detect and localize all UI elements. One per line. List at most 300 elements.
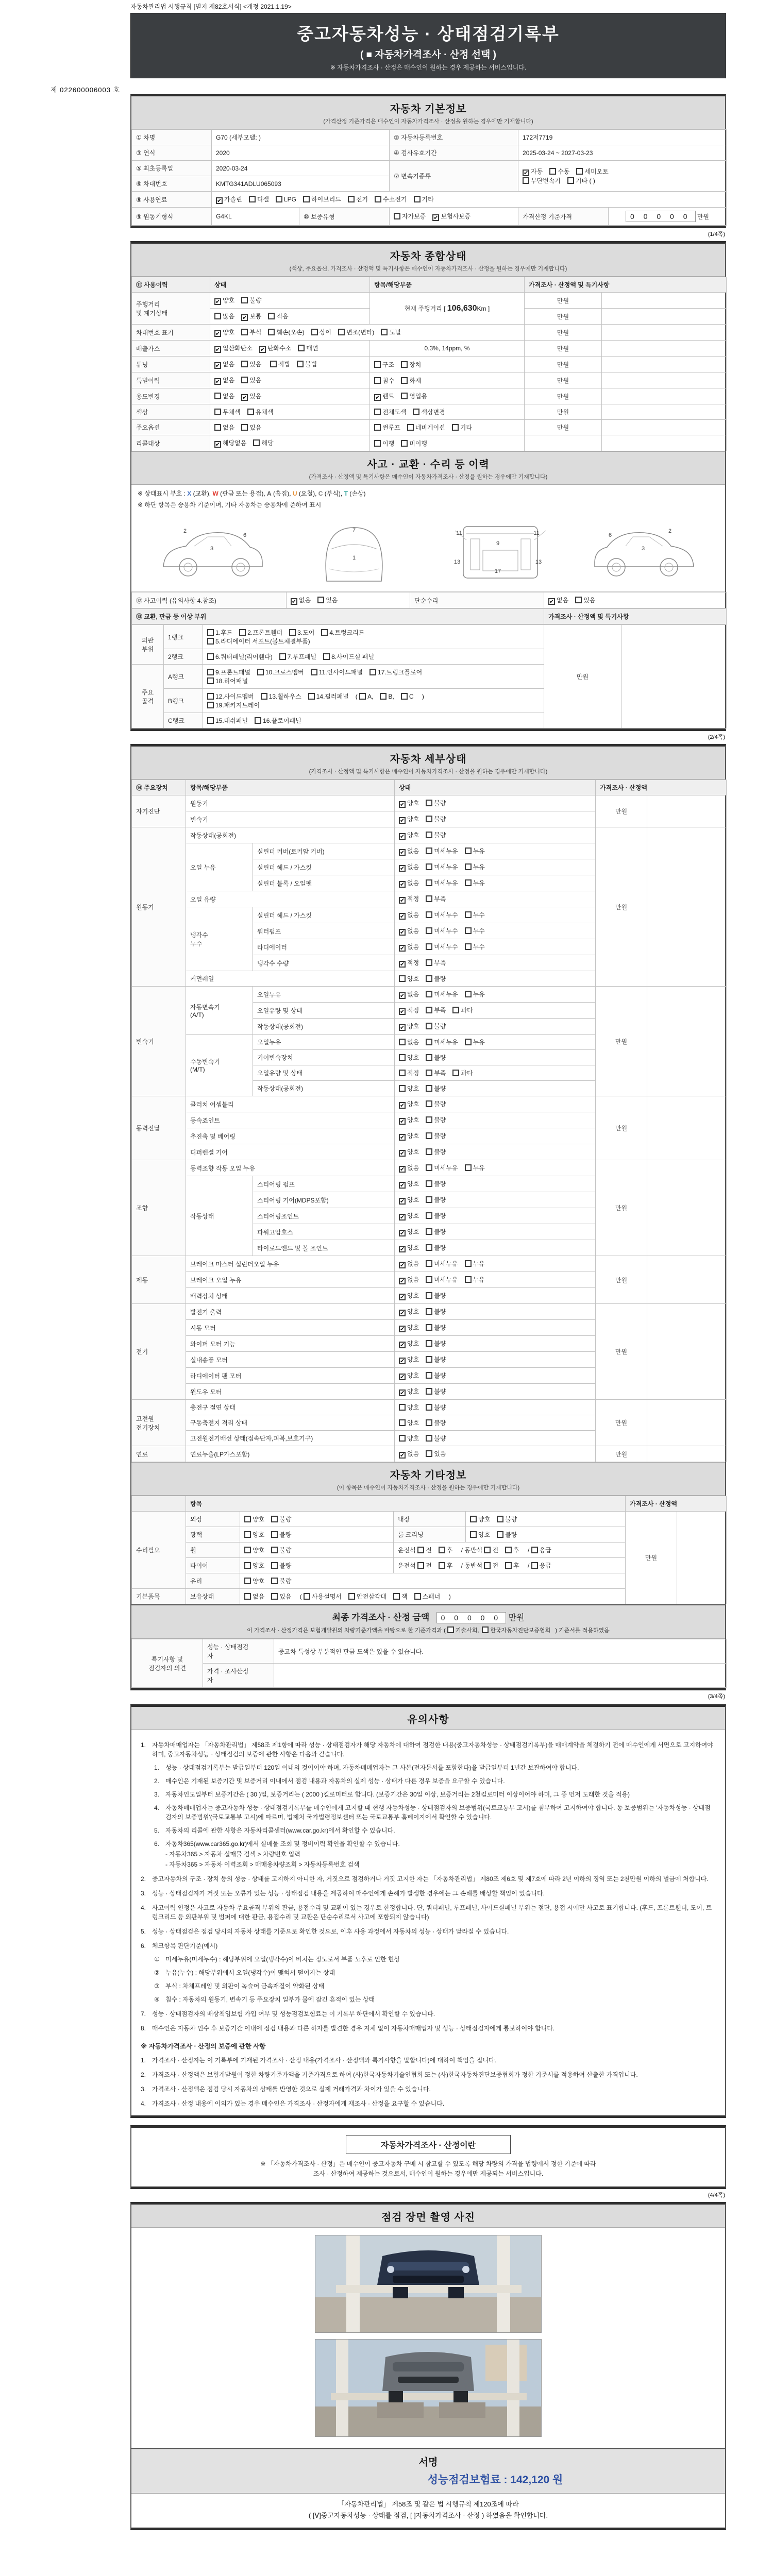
cell: 만원 bbox=[525, 404, 602, 420]
cell: 동력조향 작동 오일 누유 bbox=[186, 1160, 395, 1176]
option: 양호 bbox=[244, 1530, 264, 1539]
cell bbox=[395, 1320, 596, 1336]
cell: 주행거리 및 계기상태 bbox=[132, 293, 210, 325]
cell: 디퍼렌셜 기어 bbox=[186, 1144, 395, 1160]
final-price-note bbox=[131, 1626, 725, 1634]
option: 양호 bbox=[470, 1515, 490, 1523]
svg-text:9: 9 bbox=[496, 540, 499, 547]
cell bbox=[240, 1589, 626, 1604]
text-segment: (부식), bbox=[323, 490, 344, 497]
cell: 만원 bbox=[596, 987, 647, 1096]
cell: 휠 bbox=[186, 1543, 240, 1558]
notices-box bbox=[130, 1704, 726, 2118]
checkbox-icon bbox=[399, 1039, 406, 1045]
option: 불량 bbox=[426, 1227, 446, 1236]
checkbox-icon bbox=[426, 1324, 432, 1331]
text-segment: ※ 상태표시 부호 : bbox=[138, 490, 188, 497]
checkbox-icon bbox=[214, 393, 221, 399]
checkbox-icon bbox=[426, 1292, 432, 1299]
notice-number: ④ bbox=[154, 1996, 160, 2003]
option: 없음 bbox=[244, 1592, 264, 1601]
checkbox-icon bbox=[426, 1450, 432, 1457]
cell bbox=[647, 1400, 727, 1446]
option: 과다 bbox=[452, 1069, 473, 1077]
cell: 커먼레일 bbox=[186, 971, 395, 987]
checkbox-icon bbox=[426, 832, 432, 838]
cell bbox=[395, 939, 596, 955]
checkbox-icon bbox=[244, 1516, 251, 1522]
notice-text: 성능 · 상태점검자가 거짓 또는 오류가 있는 성능 · 상태점검 내용을 제공하여 매수인에게 손해가 발생한 경우에는 그 손해를 배상할 책임이 있습니다. bbox=[152, 1890, 545, 1897]
option: 17.트렁크플로어 bbox=[369, 668, 422, 676]
confirmation-line2: ( [Ⅴ]중고자동차성능 · 상태를 점검, [ ]자동차가격조사 · 산정 ) 하였음을 확인합니다. bbox=[308, 2512, 548, 2520]
cell: ⑨ 원동기형식 bbox=[132, 208, 212, 226]
checkbox-icon bbox=[426, 1164, 432, 1171]
checkbox-icon bbox=[257, 669, 264, 675]
option: 미세누유 bbox=[426, 846, 458, 855]
option: ✔ 보통 bbox=[242, 313, 262, 321]
cell: ⑥ 차대번호 bbox=[132, 176, 212, 192]
cell bbox=[370, 435, 525, 451]
cell: 수동변속기 (M/T) bbox=[186, 1035, 253, 1096]
cell: 타이로드엔드 및 볼 조인트 bbox=[253, 1240, 395, 1256]
notices-title: 유의사항 bbox=[407, 1714, 449, 1725]
option: 미세누유 bbox=[426, 990, 458, 998]
checkbox-icon bbox=[261, 693, 267, 700]
notices-body bbox=[131, 1730, 725, 2115]
cell bbox=[210, 420, 370, 435]
checkbox-icon bbox=[576, 168, 583, 175]
other-note: (이 항목은 매수인이 자동차가격조사 · 산정을 원하는 경우에만 기재합니다) bbox=[337, 1485, 520, 1491]
cell bbox=[395, 907, 596, 923]
option: 누수 bbox=[465, 942, 485, 951]
cell bbox=[647, 1304, 727, 1400]
cell: 만원 bbox=[596, 1446, 647, 1462]
checkbox-icon bbox=[413, 409, 419, 415]
cell: B랭크 bbox=[164, 689, 203, 713]
cell: 가격조사 · 산정액 bbox=[596, 780, 727, 795]
cell bbox=[394, 1558, 626, 1573]
text-segment: ( bbox=[298, 1593, 304, 1600]
checkbox-icon: ✔ bbox=[215, 363, 221, 369]
checkbox-icon bbox=[207, 669, 214, 675]
cell: 수리필요 bbox=[132, 1512, 186, 1589]
checkbox-icon bbox=[465, 991, 472, 997]
cell bbox=[602, 357, 727, 372]
cell: 만원 bbox=[626, 1512, 677, 1604]
option: 불량 bbox=[426, 1211, 446, 1220]
option: ✔ 적정 bbox=[400, 959, 419, 968]
checkbox-icon bbox=[575, 597, 582, 603]
checkbox-icon bbox=[369, 669, 376, 675]
cell: 주요 골격 bbox=[132, 665, 164, 728]
page-note: ※ 자동차가격조사 · 산정은 매수인이 원하는 경우 제공하는 서비스입니다. bbox=[330, 64, 527, 71]
cell: 유리 bbox=[186, 1573, 240, 1589]
checkbox-icon bbox=[505, 1547, 512, 1553]
checkbox-icon bbox=[426, 1372, 432, 1379]
checkbox-icon bbox=[505, 1562, 512, 1569]
option: 후 bbox=[505, 1561, 519, 1570]
cell: 실린더 헤드 / 가스킷 bbox=[253, 859, 395, 875]
checkbox-icon bbox=[399, 1054, 406, 1061]
cell bbox=[395, 1035, 596, 1050]
option: 침수 bbox=[374, 376, 394, 385]
option: ✔ 양호 bbox=[400, 1340, 419, 1348]
checkbox-icon bbox=[531, 1547, 538, 1553]
notice-item bbox=[154, 1826, 716, 1835]
checkbox-icon bbox=[270, 361, 277, 367]
checkbox-icon bbox=[426, 848, 432, 854]
notice-text: 자동차의 리콜에 관한 사항은 자동차리콜센터(www.car.go.kr)에서 확인할 수 있습니다. bbox=[165, 1827, 395, 1834]
basic-info-note: (가격산정 기준가격은 매수인이 자동차가격조사 · 산정을 원하는 경우에만 기재합니다) bbox=[323, 118, 533, 125]
option: 미세누유 bbox=[426, 862, 458, 871]
option: 영업용 bbox=[401, 392, 427, 400]
notice-text: 체크항목 판단기준(예시) bbox=[152, 1942, 218, 1950]
page-mark-2: (2/4쪽) bbox=[708, 734, 725, 740]
option: ✔ 양호 bbox=[400, 1180, 419, 1189]
notice-text: 누유(누수) : 해당부위에서 오일(냉각수)이 맺혀서 떨어지는 상태 bbox=[165, 1969, 335, 1976]
cell bbox=[525, 435, 602, 451]
checkbox-icon bbox=[465, 927, 472, 934]
option: 불량 bbox=[271, 1546, 291, 1554]
option: 양호 bbox=[470, 1530, 490, 1539]
checkbox-icon bbox=[426, 1023, 432, 1029]
cell: 2020 bbox=[212, 145, 390, 161]
basic-info-table bbox=[131, 129, 727, 226]
option: 불량 bbox=[426, 1339, 446, 1348]
cell bbox=[395, 875, 596, 891]
option: ✔ 없음 bbox=[400, 879, 419, 888]
cell: 동력전달 bbox=[132, 1096, 186, 1160]
cell bbox=[647, 1160, 727, 1256]
checkbox-icon: ✔ bbox=[400, 1182, 405, 1189]
cell: 가격조사 · 산정액 및 특기사항 bbox=[525, 277, 727, 293]
checkbox-icon: ✔ bbox=[400, 818, 405, 824]
option: 불량 bbox=[426, 1147, 446, 1156]
checkbox-icon bbox=[426, 1308, 432, 1315]
cell: 추진축 및 베어링 bbox=[186, 1128, 395, 1144]
checkbox-icon bbox=[426, 1132, 432, 1139]
cell: ③ 연식 bbox=[132, 145, 212, 161]
checkbox-icon bbox=[399, 975, 406, 982]
cell: 만원 bbox=[544, 625, 621, 728]
option: ✔ 보험사보증 bbox=[433, 213, 471, 221]
checkbox-icon bbox=[465, 911, 472, 918]
option: 있음 bbox=[241, 376, 261, 384]
cell bbox=[395, 1081, 596, 1096]
car-diagram-side-left bbox=[158, 519, 267, 584]
cell: 작동상태(공회전) bbox=[253, 1081, 395, 1096]
text-segment: A bbox=[267, 490, 272, 497]
notice-text: 매수인은 기재된 보증기간 및 보증거리 이내에서 점검 내용과 자동차의 실제 성능 · 상태가 다른 경우 보증을 요구할 수 있습니다. bbox=[165, 1777, 505, 1785]
checkbox-icon bbox=[401, 377, 408, 384]
svg-text:6: 6 bbox=[243, 532, 246, 538]
cell: 실린더 헤드 / 가스킷 bbox=[253, 907, 395, 923]
checkbox-icon: ✔ bbox=[400, 897, 405, 904]
option: ✔ 자동 bbox=[524, 168, 543, 176]
checkbox-icon bbox=[399, 1435, 406, 1442]
checkbox-icon bbox=[303, 196, 310, 202]
option: ✔ 없음 bbox=[549, 597, 569, 605]
checkbox-icon: ✔ bbox=[400, 1452, 405, 1459]
cell: 만원 bbox=[596, 1096, 647, 1160]
checkbox-icon bbox=[465, 943, 472, 950]
checkbox-icon bbox=[271, 1531, 278, 1538]
option: 불량 bbox=[426, 1418, 446, 1427]
cell bbox=[395, 1019, 596, 1035]
cell: 연료누출(LP가스포함) bbox=[186, 1446, 395, 1462]
cell: 조향 bbox=[132, 1160, 186, 1256]
option: 3.도어 bbox=[289, 628, 314, 637]
notice-number: 1. bbox=[154, 1764, 160, 1771]
exchange-header-row bbox=[131, 608, 727, 624]
cell: 고전원 전기장치 bbox=[132, 1400, 186, 1446]
cell: 광택 bbox=[186, 1527, 240, 1543]
checkbox-icon bbox=[241, 361, 248, 367]
option: 불량 bbox=[426, 1355, 446, 1364]
accident-history-row bbox=[131, 592, 727, 608]
cell bbox=[395, 1272, 596, 1288]
checkbox-icon bbox=[426, 1276, 432, 1283]
checkbox-icon: ✔ bbox=[400, 1118, 405, 1125]
option: 양호 bbox=[399, 1434, 419, 1443]
cell bbox=[370, 357, 525, 372]
state-code-legend-line1 bbox=[138, 489, 719, 498]
regulation-line: 자동차관리법 시행규칙 [별지 제82호서식] <개정 2021.1.19> bbox=[130, 3, 292, 10]
cell bbox=[395, 1256, 596, 1272]
option: 색상변경 bbox=[413, 408, 445, 416]
detail-note: (가격조사 · 산정액 및 특기사항은 매수인이 자동차가격조사 · 산정을 원하는 경우에만 기재합니다) bbox=[309, 769, 548, 775]
cell: 내장 bbox=[394, 1512, 466, 1527]
checkbox-icon bbox=[426, 1070, 432, 1076]
text-segment: / bbox=[526, 1547, 531, 1554]
basic-info-box bbox=[130, 94, 726, 228]
option: 미세누수 bbox=[426, 942, 458, 951]
cell: 라디에이터 bbox=[253, 939, 395, 955]
checkbox-icon: ✔ bbox=[400, 913, 405, 920]
checkbox-icon bbox=[465, 1260, 472, 1267]
checkbox-icon: ✔ bbox=[400, 1310, 405, 1316]
option: 10.크로스멤버 bbox=[257, 668, 304, 676]
checkbox-icon bbox=[244, 1531, 251, 1538]
cell: 전기 bbox=[132, 1304, 186, 1400]
cell: 만원 bbox=[525, 309, 602, 325]
svg-text:13: 13 bbox=[453, 559, 460, 565]
option: 상이 bbox=[311, 328, 331, 336]
option: 기술사회, bbox=[447, 1626, 479, 1634]
cell: 윈도우 모터 bbox=[186, 1384, 395, 1400]
option: 해당 bbox=[253, 438, 273, 447]
checkbox-icon bbox=[426, 863, 432, 870]
option: 적법 bbox=[270, 360, 290, 368]
comprehensive-band bbox=[131, 244, 725, 277]
checkbox-icon bbox=[426, 1007, 432, 1013]
notice-number: ③ bbox=[154, 1982, 160, 1990]
checkbox-icon bbox=[276, 196, 282, 202]
signature-band bbox=[131, 2448, 725, 2494]
cell bbox=[210, 388, 370, 404]
cell bbox=[240, 1527, 394, 1543]
option: 양호 bbox=[399, 1053, 419, 1062]
option: 매연 bbox=[298, 344, 318, 352]
option: 미세누유 bbox=[426, 1275, 458, 1284]
option: ✔ 가솔린 bbox=[217, 196, 242, 204]
option: 누유 bbox=[465, 1038, 485, 1046]
option: 누수 bbox=[465, 926, 485, 935]
cell: 172저7719 bbox=[518, 130, 727, 145]
checkbox-icon: ✔ bbox=[549, 599, 554, 605]
cell: 2025-03-24 ~ 2027-03-23 bbox=[518, 145, 727, 161]
cell: G70 (세부모델: ) bbox=[212, 130, 390, 145]
cell: 기본품목 bbox=[132, 1589, 186, 1604]
checkbox-icon: ✔ bbox=[242, 395, 247, 401]
option: 응급 bbox=[531, 1561, 551, 1570]
cell bbox=[395, 1208, 596, 1224]
checkbox-icon: ✔ bbox=[400, 1246, 405, 1252]
option: 전기 bbox=[348, 195, 368, 204]
cell: 특기사항 및 점검자의 의견 bbox=[132, 1639, 203, 1688]
text-segment: 이 가격조사 · 산정가격은 보험개발원의 차량기준가액을 바탕으로 한 기준가격과 ( bbox=[247, 1628, 447, 1634]
cell bbox=[395, 1224, 596, 1240]
checkbox-icon bbox=[207, 638, 214, 645]
checkbox-icon bbox=[308, 693, 315, 700]
option: ✔ 양호 bbox=[400, 1228, 419, 1236]
cell: 항목/해당부품 bbox=[370, 277, 525, 293]
cell: 냉각수 누수 bbox=[186, 907, 253, 971]
svg-text:17: 17 bbox=[494, 568, 501, 574]
checkbox-icon: ✔ bbox=[215, 379, 221, 385]
option: 불량 bbox=[426, 1371, 446, 1380]
cell bbox=[210, 293, 370, 309]
cell: 외판 부위 bbox=[132, 625, 164, 665]
cell: 만원 bbox=[596, 1400, 647, 1446]
cell bbox=[203, 649, 544, 665]
option: 미세누유 bbox=[426, 1038, 458, 1046]
option: 전 bbox=[484, 1546, 498, 1554]
notice-item bbox=[154, 1981, 716, 1991]
cell: 변속기 bbox=[186, 811, 395, 827]
text-segment: C bbox=[318, 490, 323, 497]
checkbox-icon bbox=[426, 911, 432, 918]
option: 7.루프패널 bbox=[279, 652, 316, 661]
option: 2.프론트휀더 bbox=[239, 628, 282, 637]
checkbox-icon bbox=[401, 393, 408, 399]
main-header bbox=[130, 13, 726, 78]
cell bbox=[647, 795, 727, 827]
cell: 만원 bbox=[525, 357, 602, 372]
cell: 와이퍼 모터 기능 bbox=[186, 1336, 395, 1352]
option: 응급 bbox=[531, 1546, 551, 1554]
cell: 성능 · 상태점검 자 bbox=[203, 1639, 274, 1664]
inspection-photos bbox=[131, 2228, 725, 2448]
option: 없음 bbox=[214, 423, 234, 432]
cell: 냉각수 수량 bbox=[253, 955, 395, 971]
checkbox-icon: ✔ bbox=[400, 929, 405, 936]
cell bbox=[370, 372, 525, 388]
basic-info-band bbox=[131, 96, 725, 129]
cell bbox=[609, 208, 727, 226]
final-price-value: 0 0 0 0 0 bbox=[436, 1612, 507, 1623]
price-definition-line: 조사 · 산정하여 제공하는 것으로서, 매수인이 원하는 경우에만 제공되는 서비스입니다. bbox=[313, 2170, 544, 2177]
option: 후 bbox=[505, 1546, 519, 1554]
cell: 보유상태 bbox=[186, 1589, 240, 1604]
cell: 외장 bbox=[186, 1512, 240, 1527]
option: 있음 bbox=[271, 1592, 291, 1601]
cell bbox=[210, 341, 370, 357]
checkbox-icon: ✔ bbox=[400, 1198, 405, 1205]
checkbox-icon bbox=[452, 424, 459, 431]
detail-state-table bbox=[131, 779, 727, 1462]
option: 자가보증 bbox=[394, 212, 426, 221]
checkbox-icon bbox=[414, 196, 421, 202]
cell: ⑦ 변속기종류 bbox=[390, 161, 518, 192]
cell bbox=[647, 1096, 727, 1160]
checkbox-icon bbox=[247, 409, 254, 415]
option: 4.트렁크리드 bbox=[321, 628, 364, 637]
price-definition-title: 자동차가격조사 · 산정이란 bbox=[346, 2135, 511, 2154]
final-price-band bbox=[131, 1604, 725, 1639]
checkbox-icon: ✔ bbox=[400, 1134, 405, 1141]
checkbox-icon bbox=[321, 629, 328, 636]
price-definition-lines bbox=[141, 2159, 716, 2178]
option: 양호 bbox=[244, 1577, 264, 1585]
option: ✔ 해당없음 bbox=[215, 439, 247, 448]
cell: 작동상태(공회전) bbox=[186, 827, 395, 843]
option: ✔ 양호 bbox=[215, 297, 235, 305]
option: ✔ 없음 bbox=[400, 991, 419, 999]
checkbox-icon bbox=[348, 1593, 355, 1600]
option: ✔ 일산화탄소 bbox=[215, 345, 253, 353]
notice-item bbox=[141, 1874, 716, 1884]
checkbox-icon bbox=[268, 313, 275, 319]
cell bbox=[203, 665, 544, 689]
option: ✔ 양호 bbox=[400, 1244, 419, 1252]
cell: ⑪ 사용이력 bbox=[132, 277, 210, 293]
checkbox-icon: ✔ bbox=[400, 1025, 405, 1031]
notice-item bbox=[141, 2099, 716, 2108]
cell: 룸 크리닝 bbox=[394, 1527, 466, 1543]
checkbox-icon: ✔ bbox=[217, 198, 222, 204]
comprehensive-title: 자동차 종합상태 bbox=[390, 251, 467, 262]
notice-number: 4. bbox=[141, 1904, 146, 1911]
option: 12.사이드멤버 bbox=[207, 692, 254, 701]
final-price-unit: 만원 bbox=[508, 1614, 525, 1622]
cell bbox=[370, 293, 525, 325]
notice-text: 자동차인도일부터 보증기간은 ( 30 )일, 보증거리는 ( 2000 )킬로미터로 합니다. (보증기간은 30일 이상, 보증거리는 2천킬로미터 이상이어야 하며, 그 중 먼저 도래한 것을 적용) bbox=[165, 1791, 630, 1798]
cell: 오일누유 bbox=[253, 1035, 395, 1050]
notice-number: 2. bbox=[141, 2071, 146, 2078]
cell: 가격조사 · 산정액 및 특기사항 bbox=[544, 609, 727, 624]
cell: 중고차 특성상 부분적인 판금 도색은 있을 수 있습니다. bbox=[274, 1639, 727, 1664]
notice-number: 1. bbox=[141, 1741, 146, 1749]
checkbox-icon bbox=[271, 1578, 278, 1584]
option: 누유 bbox=[465, 990, 485, 998]
checkbox-icon bbox=[374, 361, 381, 368]
option: ✔ 없음 bbox=[400, 1164, 419, 1173]
notice-text: 자동차365(www.car365.go.kr)에서 실매물 조회 및 정비이력 확인을 확인할 수 있습니다. - 자동차365 > 자동차 실매물 검색 > 차량번호 입력 - 자동차365 > 자동차 이력조회 > 매매용차량조회 > 자동차등록번호 검색 bbox=[165, 1839, 716, 1869]
checkbox-icon bbox=[380, 693, 386, 700]
cell bbox=[395, 1415, 596, 1431]
cell: 항목 bbox=[186, 1496, 626, 1512]
cell bbox=[395, 859, 596, 875]
checkbox-icon: ✔ bbox=[400, 1374, 405, 1380]
accident-title: 사고 · 교환 · 수리 등 이력 bbox=[367, 459, 490, 470]
option: 불량 bbox=[241, 296, 261, 304]
cell: 변속기 bbox=[132, 987, 186, 1096]
checkbox-icon bbox=[399, 1404, 406, 1411]
option: 11.인사이드패널 bbox=[311, 668, 363, 676]
cell bbox=[370, 404, 525, 420]
text-segment: (요철), bbox=[297, 490, 318, 497]
